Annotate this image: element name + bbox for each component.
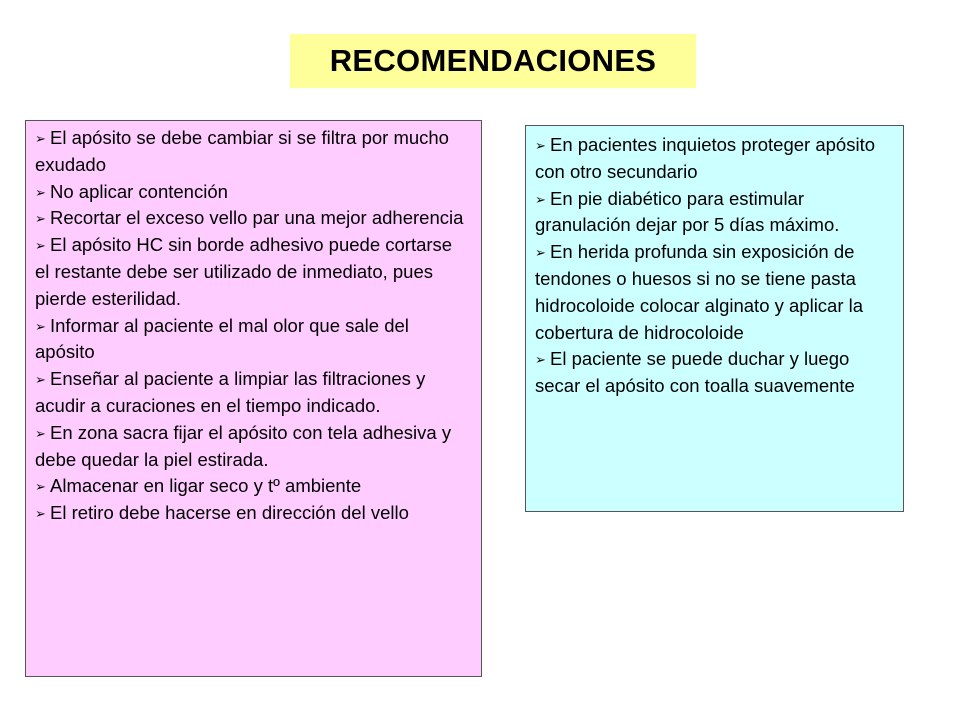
list-item-text: En pie diabético para estimular granulación dejar por 5 días máximo.	[535, 187, 840, 236]
list-item-text: El paciente se puede duchar y luego secar el apósito con toalla suavemente	[535, 348, 855, 397]
list-item-text: Recortar el exceso vello par una mejor adherencia	[50, 207, 464, 229]
list-item	[35, 500, 467, 527]
list-item	[535, 132, 895, 186]
list-item	[35, 205, 467, 232]
list-item	[535, 186, 895, 240]
list-item-text: En pacientes inquietos proteger apósito con otro secundario	[535, 134, 875, 182]
arrow-bullet-icon: ➢	[35, 238, 46, 254]
list-item-text: Almacenar en ligar seco y tº ambiente	[50, 475, 362, 497]
arrow-bullet-icon: ➢	[35, 479, 46, 495]
list-item-text: Informar al paciente el mal olor que sale del apósito	[35, 314, 409, 363]
list-item	[535, 239, 895, 346]
list-item-text: No aplicar contención	[50, 180, 228, 202]
list-item	[35, 125, 467, 179]
arrow-bullet-icon: ➢	[35, 425, 46, 441]
list-item-text: En herida profunda sin exposición de tendones o huesos si no se tiene pasta hidrocoloide colocar alginato y aplicar la cobertura de hidrocoloide	[535, 241, 864, 343]
list-item-text: El apósito se debe cambiar si se filtra por mucho exudado	[35, 127, 449, 175]
arrow-bullet-icon: ➢	[35, 211, 46, 227]
list-item-text: El apósito HC sin borde adhesivo puede cortarse el restante debe ser utilizado de inmediato, pues pierde esterilidad.	[35, 234, 453, 309]
recommendations-list-left	[25, 120, 482, 677]
recommendations-list-right	[525, 125, 904, 512]
list-item	[535, 346, 895, 400]
arrow-bullet-icon: ➢	[535, 138, 546, 153]
arrow-bullet-icon: ➢	[35, 372, 46, 388]
list-item	[35, 232, 467, 312]
arrow-bullet-icon: ➢	[35, 318, 46, 334]
list-item	[35, 313, 467, 367]
list-item-text: El retiro debe hacerse en dirección del vello	[50, 502, 409, 524]
arrow-bullet-icon: ➢	[35, 131, 46, 146]
list-item	[35, 366, 467, 420]
list-item-text: Enseñar al paciente a limpiar las filtraciones y acudir a curaciones en el tiempo indicado.	[35, 368, 426, 416]
arrow-bullet-icon: ➢	[35, 506, 46, 522]
list-item	[35, 179, 467, 206]
arrow-bullet-icon: ➢	[535, 352, 546, 368]
page-title: RECOMENDACIONES	[290, 34, 696, 88]
arrow-bullet-icon: ➢	[35, 184, 46, 200]
arrow-bullet-icon: ➢	[535, 191, 546, 207]
arrow-bullet-icon: ➢	[535, 245, 546, 261]
list-item	[35, 473, 467, 500]
list-item-text: En zona sacra fijar el apósito con tela adhesiva y debe quedar la piel estirada.	[35, 421, 452, 470]
list-item	[35, 420, 467, 474]
